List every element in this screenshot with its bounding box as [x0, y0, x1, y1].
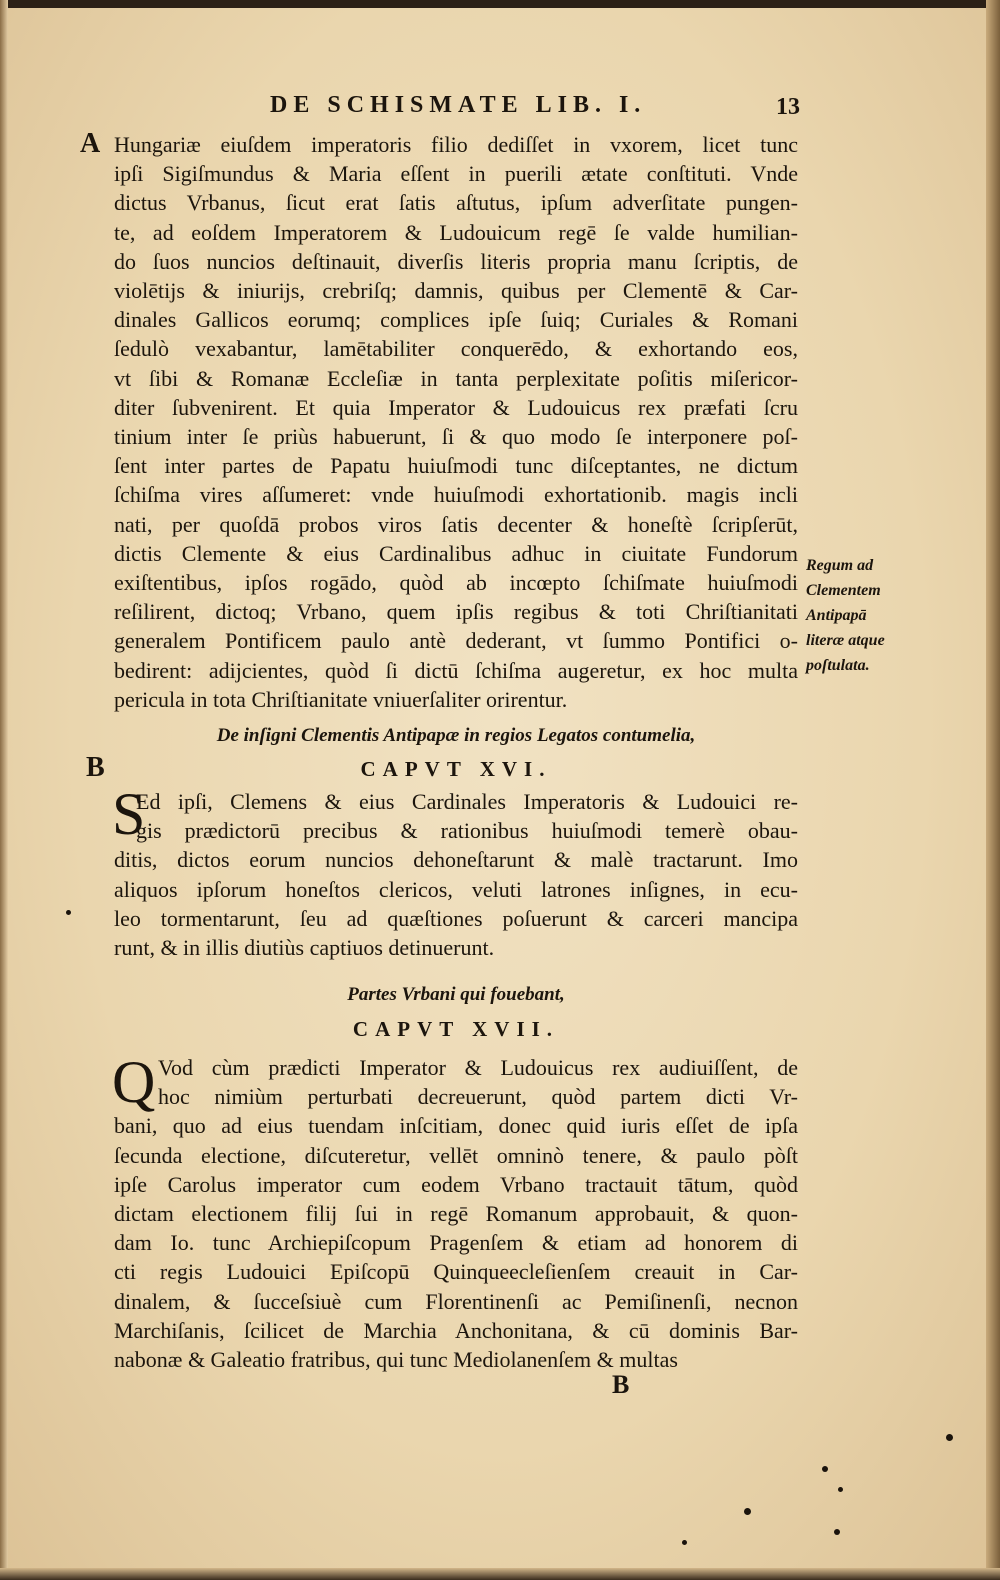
chapter-17-title: Partes Vrbani qui fouebant,: [347, 984, 565, 1005]
text-line: gis prædictorū precibus & rationibus huiuſmodi temerè obau-: [136, 818, 798, 844]
text-line: ſent inter partes de Papatu huiuſmodi tunc diſceptantes, ne dictum: [114, 453, 798, 479]
text-line: Ed ipſi, Clemens & eius Cardinales Imperatoris & Ludouici re-: [136, 789, 798, 814]
text-line: ſecunda electione, diſcuteretur, vellēt omninò tenere, & paulo pòſt: [114, 1142, 798, 1168]
page-number: 13: [776, 94, 800, 120]
text-line: Marchiſanis, ſcilicet de Marchia Anchonitana, & cū dominis Bar-: [114, 1317, 798, 1343]
drop-cap-s: S: [112, 781, 146, 847]
text-line: dam Io. tunc Archiepiſcopum Pragenſem & etiam ad honorem di: [114, 1230, 798, 1256]
text-line: ſedulò vexabantur, lamētabiliter conquerēdo, & exhortando eos,: [114, 336, 798, 362]
text-line: exiſtentibus, ipſos rogādo, quòd ab incœpto ſchiſmate huiuſmodi: [114, 570, 798, 596]
text-line: tinium inter ſe priùs habuerunt, ſi & quo modo ſe interponere poſ-: [114, 424, 798, 450]
marginal-note-line: Regum ad: [806, 557, 874, 574]
text-line: do ſuos nuncios deſtinauit, diverſis literis propria manu ſcriptis, de: [114, 248, 798, 274]
page-edge-top: [0, 0, 1000, 8]
ink-speck: [744, 1508, 751, 1515]
marginal-note: [806, 553, 896, 678]
text-line: dictus Vrbanus, ſicut erat ſatis aſtutus, ipſum adverſitate pungen-: [114, 190, 798, 216]
chapter-16-text: [114, 787, 798, 962]
text-line: te, ad eoſdem Imperatorem & Ludouicum regē ſe valde humilian-: [114, 219, 798, 245]
chapter-17-heading: CAPVT XVII.: [352, 1017, 560, 1041]
ink-speck: [822, 1466, 828, 1472]
marginal-note-line: Clementem: [806, 582, 881, 599]
text-line: vt ſibi & Romanæ Eccleſiæ in tanta perplexitate poſitis miſericor-: [114, 365, 798, 391]
page-edge-left: [0, 0, 8, 1580]
text-line: runt, & in illis diutiùs captiuos detinuerunt.: [114, 935, 495, 961]
text-line: ditis, dictos eorum nuncios dehoneſtarunt & malè tractarunt. Imo: [114, 847, 798, 873]
margin-letter-b: B: [86, 752, 105, 783]
text-line: nabonæ & Galeatio fratribus, qui tunc Mediolanenſem & multas: [114, 1347, 678, 1373]
marginal-note-line: Antipapā: [806, 607, 867, 624]
text-line: bani, quo ad eius tuendam inſcitiam, donec quid iuris eſſet de ipſa: [114, 1113, 798, 1139]
text-line: dinales Gallicos eorumq; complices ipſe ſuiq; Curiales & Romani: [114, 307, 798, 333]
ink-speck: [946, 1434, 953, 1441]
ink-speck: [66, 910, 71, 915]
text-line: pericula in tota Chriſtianitate vniuerſaliter orirentur.: [114, 686, 568, 712]
text-line: aliquos ipſorum honeſtos clericos, veluti latrones inſignes, in ecu-: [114, 876, 798, 902]
text-line: leo tormentarunt, ſeu ad quæſtiones poſuerunt & carceri mancipa: [114, 905, 798, 931]
text-line: nati, per quoſdā probos viros ſatis decenter & honeſtè ſcripſerūt,: [114, 511, 798, 537]
chapter-16-heading: CAPVT XVI.: [360, 757, 552, 781]
ink-speck: [838, 1487, 843, 1492]
chapter-16-title: De inſigni Clementis Antipapæ in regios Legatos contumelia,: [216, 725, 696, 746]
signature-mark: B: [612, 1370, 630, 1399]
page-edge-right: [986, 0, 1000, 1580]
marginal-note-line: literæ atque: [806, 632, 885, 649]
text-line: dictis Clemente & eius Cardinalibus adhuc in ciuitate Fundorum: [114, 540, 798, 566]
ink-speck: [834, 1529, 840, 1535]
text-line: Hungariæ eiuſdem imperatoris filio dediſſet in vxorem, licet tunc: [114, 132, 798, 157]
text-line: bedirent: adijcientes, quòd ſi dictū ſchiſma augeretur, ex hoc multa: [114, 657, 798, 683]
main-text-block-1: [114, 130, 798, 714]
text-line: cti regis Ludouici Epiſcopū Quinqueecleſienſem creauit in Car-: [114, 1259, 798, 1285]
text-line: violētijs & iniurijs, crebriſq; damnis, quibus per Clementē & Car-: [114, 278, 798, 304]
text-line: reſilirent, dictoq; Vrbano, quem ipſis regibus & toti Chriſtianitati: [114, 599, 798, 625]
text-line: Vod cùm prædicti Imperator & Ludouicus rex audiuiſſent, de: [158, 1055, 798, 1080]
text-line: dinalem, & ſucceſsiuè cum Florentinenſi ac Pemiſinenſi, necnon: [114, 1288, 798, 1314]
drop-cap-q: Q: [112, 1049, 156, 1115]
text-line: ſchiſma vires aſſumeret: vnde huiuſmodi exhortationib. magis incli: [114, 482, 798, 508]
text-line: diter ſubvenirent. Et quia Imperator & Ludouicus rex præfati ſcru: [114, 394, 798, 420]
text-line: ipſi Sigiſmundus & Maria eſſent in puerili ætate conſtituti. Vnde: [114, 161, 798, 187]
text-line: ipſe Carolus imperator cum eodem Vrbano tractauit tātum, quòd: [114, 1171, 798, 1197]
text-line: generalem Pontificem paulo antè dederant, vt ſummo Pontifici o-: [114, 628, 798, 654]
chapter-17-text: [112, 1049, 798, 1374]
text-line: dictam electionem filij ſui in regē Romanum approbauit, & quon-: [114, 1201, 798, 1227]
page-edge-bottom: [0, 1568, 1000, 1580]
text-line: hoc nimiùm perturbati decreuerunt, quòd partem dicti Vr-: [158, 1084, 798, 1110]
margin-letter-a: A: [80, 128, 101, 159]
ink-speck: [682, 1540, 687, 1545]
running-title: DE SCHISMATE LIB. I.: [270, 92, 647, 118]
marginal-note-line: poſtulata.: [806, 657, 870, 674]
